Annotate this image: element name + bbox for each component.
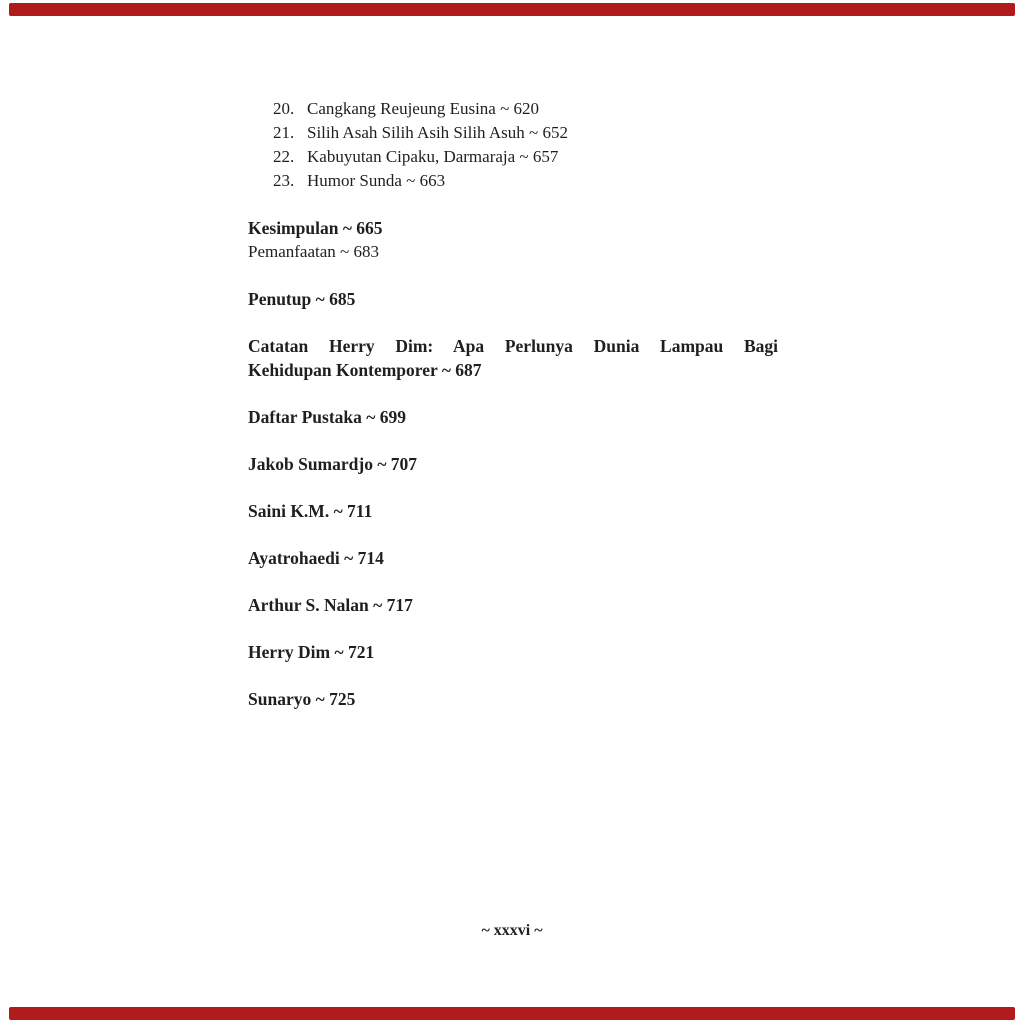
footer-page-number: ~ xxxvi ~	[481, 922, 543, 939]
toc-entries	[248, 216, 778, 711]
toc-entry: Daftar Pustaka ~ 699	[248, 407, 407, 427]
numbered-list	[248, 97, 778, 193]
toc-item-title: Kabuyutan Cipaku, Darmaraja ~ 657	[307, 147, 559, 166]
toc-item-number: 22.	[273, 147, 295, 166]
toc-numbered-item	[248, 121, 778, 145]
bottom-edge-bar	[9, 1007, 1015, 1020]
toc-item-number: 20.	[273, 99, 295, 118]
toc-entry: Herry Dim ~ 721	[248, 642, 375, 662]
toc-entry: Saini K.M. ~ 711	[248, 501, 373, 521]
toc-entry: Jakob Sumardjo ~ 707	[248, 454, 418, 474]
toc-item-title: Silih Asah Silih Asih Silih Asuh ~ 652	[307, 123, 568, 142]
toc-numbered-item	[248, 145, 778, 169]
toc-entry: Ayatrohaedi ~ 714	[248, 548, 384, 568]
table-of-contents	[248, 97, 778, 711]
toc-entry: Kesimpulan ~ 665	[248, 218, 383, 238]
toc-numbered-item	[248, 97, 778, 121]
toc-entry-line: Kehidupan Kontemporer ~ 687	[248, 360, 482, 380]
toc-item-number: 23.	[273, 171, 295, 190]
toc-numbered-item	[248, 169, 778, 193]
toc-item-title: Humor Sunda ~ 663	[307, 171, 446, 190]
top-edge-bar	[9, 3, 1015, 16]
toc-entry: Sunaryo ~ 725	[248, 689, 356, 709]
toc-entry: Pemanfaatan ~ 683	[248, 242, 379, 261]
toc-item-title: Cangkang Reujeung Eusina ~ 620	[307, 99, 540, 118]
toc-entry	[248, 334, 778, 382]
toc-entry: Arthur S. Nalan ~ 717	[248, 595, 413, 615]
toc-item-number: 21.	[273, 123, 295, 142]
toc-entry-line: Catatan Herry Dim: Apa Perlunya Dunia Lampau Bagi	[248, 336, 778, 356]
toc-entry: Penutup ~ 685	[248, 289, 356, 309]
